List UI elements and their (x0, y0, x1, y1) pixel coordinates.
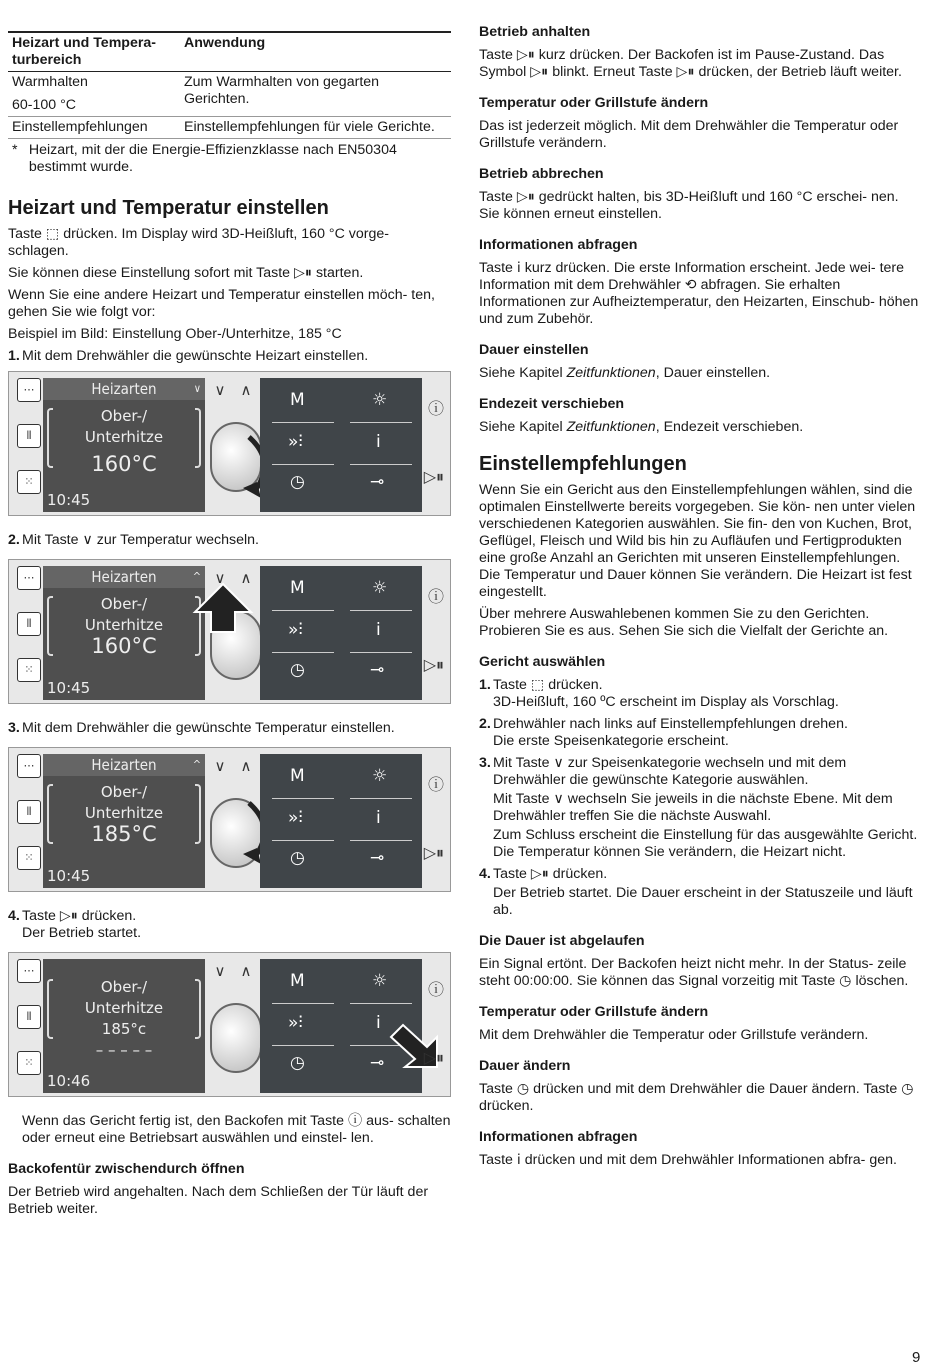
temperature: 160°C (91, 452, 157, 476)
mode-line: Unterhitze (84, 428, 164, 446)
step-text: Mit Taste ∨ zur Speisenkategorie wechseln und mit dem Drehwähler die gewünschte Kategorie auswählen. (493, 755, 847, 788)
sub-heading: Informationen abfragen (479, 237, 638, 253)
chevron-icon: ^ (192, 570, 201, 583)
sub-heading: Informationen abfragen (479, 1129, 638, 1145)
m-icon: M (290, 766, 305, 786)
key-icon: ⊸ (370, 472, 385, 492)
clock-icon: ◷ (290, 1053, 305, 1073)
heating-mode-table (8, 31, 451, 139)
pointer-arrow-icon (185, 582, 255, 634)
divider (350, 798, 412, 799)
utensils-icon: ⫴ (17, 1005, 41, 1029)
step-number: 4. (479, 866, 491, 882)
chevron-up-icon: ∧ (240, 758, 252, 775)
step-item (479, 866, 919, 883)
sub-heading: Betrieb anhalten (479, 24, 591, 40)
display-screen (43, 378, 205, 512)
paragraph: Der Betrieb wird angehalten. Nach dem Schließen der Tür läuft der Betrieb weiter. (8, 1184, 429, 1217)
divider (350, 840, 412, 841)
divider (350, 652, 412, 653)
fan-icon: »⫶ (288, 808, 303, 828)
start-pause-button-icon: ▷⏸ (423, 1048, 444, 1067)
step-item (479, 716, 919, 733)
divider (272, 610, 334, 611)
step-number: 2. (479, 716, 491, 732)
chevron-down-icon: ∨ (214, 382, 226, 399)
paragraph: Wenn das Gericht fertig ist, den Backofen mit Taste ⓘ aus- schalten oder erneut eine Betriebsart auswählen und einstel- len. (22, 1113, 451, 1146)
light-icon: ☼ (372, 971, 388, 991)
table-footnote (8, 142, 451, 176)
step-subtext: Die erste Speisenkategorie erscheint. (493, 733, 729, 749)
oven-display-illustration (8, 559, 451, 704)
paragraph: Taste ◷ drücken und mit dem Drehwähler die Dauer ändern. Taste ◷ drücken. (479, 1081, 914, 1114)
info-icon: ⅰ (376, 808, 381, 828)
mode-line: Ober-/ (100, 407, 148, 425)
divider (272, 840, 334, 841)
step-number: 2. (8, 532, 20, 548)
m-icon: M (290, 971, 305, 991)
paragraph: Taste ⅰ kurz drücken. Die erste Information erscheint. Jede wei- tere Information mit dem Drehwähler ⟲ abfragen. Sie erhalten Informationen zur Aufheiztemperatur, den Heizarten, Einschub- höhen und zum Zubehör. (479, 260, 919, 327)
step-item (8, 532, 451, 549)
mode-line: Ober-/ (100, 978, 148, 996)
step-subtext: Der Betrieb startet. Die Dauer erscheint in der Statuszeile und läuft ab. (493, 885, 913, 918)
step-text: Mit Taste ∨ zur Temperatur wechseln. (22, 532, 259, 548)
chevron-up-icon: ∧ (240, 963, 252, 980)
divider (272, 652, 334, 653)
key-icon: ⊸ (370, 848, 385, 868)
menu-button-icon: ⋯ (17, 378, 41, 402)
oven-display-illustration (8, 371, 451, 516)
fan-icon: »⫶ (288, 432, 303, 452)
chevron-down-icon: ∨ (214, 758, 226, 775)
step-subtext: 3D-Heißluft, 160 ºC erscheint im Display als Vorschlag. (493, 694, 839, 710)
paragraph: Taste ⬚ drücken. Im Display wird 3D-Heißluft, 160 °C vorge- schlagen. (8, 226, 389, 259)
mode-line: Unterhitze (84, 999, 164, 1017)
section-heading: Heizart und Temperatur einstellen (8, 197, 329, 219)
fan-icon: »⫶ (288, 1013, 303, 1033)
info-icon: ⅰ (376, 432, 381, 452)
step-item (8, 348, 451, 365)
step-item (479, 755, 919, 789)
rotary-knob (210, 1003, 262, 1073)
divider (350, 464, 412, 465)
temperature: 160°C (91, 634, 157, 658)
duration-dashes: – – – – – (95, 1041, 153, 1059)
paragraph (479, 419, 919, 436)
bracket-right (195, 784, 201, 844)
divider (272, 1003, 334, 1004)
step-text: Taste ⬚ drücken. (493, 677, 603, 693)
screen-title (43, 566, 205, 588)
menu-button-icon: ⋯ (17, 959, 41, 983)
chapter-ref: Zeitfunktionen (566, 419, 656, 435)
start-pause-button-icon: ▷⏸ (423, 655, 444, 674)
sub-heading: Dauer einstellen (479, 342, 589, 358)
display-screen (43, 566, 205, 700)
oven-display-illustration (8, 747, 451, 892)
sub-heading: Temperatur oder Grillstufe ändern (479, 95, 709, 111)
function-panel (260, 566, 422, 700)
oven-display-illustration (8, 952, 451, 1097)
table-cell: Zum Warmhalten von gegarten Gerichten. (180, 72, 451, 117)
section-heading: Einstellempfehlungen (479, 453, 687, 475)
bracket-right (195, 408, 201, 468)
light-icon: ☼ (372, 766, 388, 786)
divider (272, 1045, 334, 1046)
clock-icon: ◷ (290, 660, 305, 680)
sub-heading: Die Dauer ist abgelaufen (479, 933, 645, 949)
paragraph: Beispiel im Bild: Einstellung Ober-/Unterhitze, 185 °C (8, 326, 342, 342)
display-screen (43, 959, 205, 1093)
bracket-right (195, 979, 201, 1039)
footnote-mark: * (12, 142, 18, 158)
temperature: 185°C (91, 822, 157, 846)
footnote-text: Heizart, mit der die Energie-Effizienzklasse nach EN50304 bestimmt wurde. (28, 142, 397, 175)
chevron-up-icon: ∧ (240, 570, 252, 587)
paragraph: Ein Signal ertönt. Der Backofen heizt nicht mehr. In der Status- zeile steht 00:00:00. Sie können das Signal vorzeitig mit Taste ◷ löschen. (479, 956, 909, 989)
table-row (8, 117, 451, 139)
screen-title (43, 378, 205, 400)
step-number: 3. (8, 720, 20, 736)
clock-time: 10:45 (47, 491, 91, 509)
temperature: 185°c (101, 1020, 147, 1038)
table-cell: Einstellempfehlungen (8, 117, 180, 139)
fan-icon: »⫶ (288, 620, 303, 640)
step-text: Drehwähler nach links auf Einstellempfehlungen drehen. (493, 716, 848, 732)
info-icon: ⅰ (376, 1013, 381, 1033)
display-screen (43, 754, 205, 888)
paragraph: Mit dem Drehwähler die Temperatur oder Grillstufe verändern. (479, 1027, 869, 1043)
paragraph: Über mehrere Auswahlebenen kommen Sie zu den Gerichten. Probieren Sie es aus. Sehen Sie sich die Vielfalt der Gerichte an. (479, 606, 889, 639)
arrow-buttons (207, 758, 259, 775)
divider (350, 422, 412, 423)
table-cell-text: Warmhalten (12, 74, 88, 90)
paragraph: Sie können diese Einstellung sofort mit Taste ▷⏸ starten. (8, 265, 364, 281)
right-column (479, 24, 919, 1174)
sub-heading: Backofentür zwischendurch öffnen (8, 1161, 245, 1177)
mode-line: Ober-/ (100, 595, 148, 613)
utensils-icon: ⫴ (17, 424, 41, 448)
table-cell (8, 72, 180, 117)
clock-time: 10:46 (47, 1072, 91, 1090)
step-subtext: Der Betrieb startet. (22, 925, 142, 941)
step-text: Taste ▷⏸ drücken. (493, 866, 608, 882)
power-button-icon: ⓘ (427, 587, 444, 606)
paragraph: Das ist jederzeit möglich. Mit dem Drehwähler die Temperatur oder Grillstufe verändern. (479, 118, 899, 151)
clock-time: 10:45 (47, 679, 91, 697)
step-number: 4. (8, 908, 20, 924)
step-item (8, 908, 451, 925)
divider (272, 798, 334, 799)
grid-icon: ⁙ (17, 658, 41, 682)
power-button-icon: ⓘ (427, 775, 444, 794)
chevron-down-icon: ∨ (214, 963, 226, 980)
function-panel (260, 378, 422, 512)
bracket-left (47, 596, 53, 656)
bracket-left (47, 408, 53, 468)
divider (350, 1003, 412, 1004)
text: Siehe Kapitel (479, 419, 567, 435)
chevron-icon: ^ (192, 758, 201, 771)
left-column (8, 0, 451, 1223)
sub-heading: Gericht auswählen (479, 654, 606, 670)
text: , Dauer einstellen. (655, 365, 771, 381)
step-subtext: Mit Taste ∨ wechseln Sie jeweils in die nächste Ebene. Mit dem Drehwähler treffen Sie die nächste Auswahl. (493, 791, 893, 824)
step-subtext: Zum Schluss erscheint die Einstellung für das ausgewählte Gericht. Die Temperatur können Sie verändern, die Heizart nicht. (493, 827, 918, 860)
divider (272, 464, 334, 465)
clock-icon: ◷ (290, 848, 305, 868)
screen-title-text: Heizarten (91, 568, 157, 586)
table-cell-text: 60-100 °C (12, 97, 77, 113)
mode-line: Unterhitze (84, 616, 164, 634)
text: Siehe Kapitel (479, 365, 567, 381)
mode-line: Ober-/ (100, 783, 148, 801)
clock-icon: ◷ (290, 472, 305, 492)
grid-icon: ⁙ (17, 1051, 41, 1075)
text: , Endezeit verschieben. (655, 419, 804, 435)
arrow-buttons (207, 382, 259, 399)
m-icon: M (290, 390, 305, 410)
mode-line: Unterhitze (84, 804, 164, 822)
chevron-down-icon: ∨ (214, 570, 226, 587)
page-number: 9 (912, 1349, 921, 1366)
table-header-row (8, 32, 451, 72)
arrow-buttons (207, 963, 259, 980)
paragraph: Taste ⅰ drücken und mit dem Drehwähler Informationen abfra- gen. (479, 1152, 897, 1168)
sub-heading: Betrieb abbrechen (479, 166, 604, 182)
step-item (479, 677, 919, 694)
clock-time: 10:45 (47, 867, 91, 885)
function-panel (260, 754, 422, 888)
utensils-icon: ⫴ (17, 612, 41, 636)
step-text: Mit dem Drehwähler die gewünschte Heizart einstellen. (22, 348, 369, 364)
start-pause-button-icon: ▷⏸ (423, 467, 444, 486)
step-item (8, 720, 451, 737)
sub-heading: Endezeit verschieben (479, 396, 625, 412)
chevron-up-icon: ∧ (240, 382, 252, 399)
divider (272, 422, 334, 423)
paragraph: Taste ▷⏸ gedrückt halten, bis 3D-Heißluft und 160 °C erschei- nen. Sie können erneut einstellen. (479, 189, 899, 222)
screen-title-text: Heizarten (91, 756, 157, 774)
table-header-cell: Heizart und Tempera- turbereich (8, 32, 180, 72)
step-number: 3. (479, 755, 491, 771)
table-cell: Einstellempfehlungen für viele Gerichte. (180, 117, 451, 139)
paragraph: Wenn Sie eine andere Heizart und Temperatur einstellen möch- ten, gehen Sie wie folgt vor: (8, 287, 435, 320)
menu-button-icon: ⋯ (17, 566, 41, 590)
sub-heading: Dauer ändern (479, 1058, 571, 1074)
screen-title (43, 754, 205, 776)
start-pause-button-icon: ▷⏸ (423, 843, 444, 862)
light-icon: ☼ (372, 578, 388, 598)
paragraph (479, 365, 919, 382)
step-number: 1. (8, 348, 20, 364)
key-icon: ⊸ (370, 660, 385, 680)
step-number: 1. (479, 677, 491, 693)
sub-heading: Temperatur oder Grillstufe ändern (479, 1004, 709, 1020)
paragraph: Taste ▷⏸ kurz drücken. Der Backofen ist im Pause-Zustand. Das Symbol ▷⏸ blinkt. Erneut Taste ▷⏸ drücken, der Betrieb läuft weiter. (479, 47, 902, 80)
utensils-icon: ⫴ (17, 800, 41, 824)
chevron-icon: ∨ (193, 382, 201, 395)
grid-icon: ⁙ (17, 470, 41, 494)
info-icon: ⅰ (376, 620, 381, 640)
bracket-left (47, 784, 53, 844)
power-button-icon: ⓘ (427, 980, 444, 999)
table-header-cell: Anwendung (180, 32, 451, 72)
grid-icon: ⁙ (17, 846, 41, 870)
bracket-left (47, 979, 53, 1039)
light-icon: ☼ (372, 390, 388, 410)
menu-button-icon: ⋯ (17, 754, 41, 778)
step-text: Mit dem Drehwähler die gewünschte Temperatur einstellen. (22, 720, 395, 736)
m-icon: M (290, 578, 305, 598)
step-text: Taste ▷⏸ drücken. (22, 908, 137, 924)
chapter-ref: Zeitfunktionen (566, 365, 656, 381)
screen-title-text: Heizarten (91, 380, 157, 398)
key-icon: ⊸ (370, 1053, 385, 1073)
paragraph: Wenn Sie ein Gericht aus den Einstellempfehlungen wählen, sind die optimalen Einstellwerte bereits vorgegeben. Sie kön- nen unter vielen verschiedenen Kategorien auswählen. Sie fin- den von Kuchen, Brot, Geflügel, Fleisch und Wild bis hin zu Aufläufen und Fertigprodukten eine große Anzahl an Gerichten mit unseren Einstellempfehlungen. Die Temperatur und Dauer können Sie verändern. Die Heizart ist fest eingestellt. (479, 482, 916, 600)
table-row (8, 72, 451, 117)
divider (350, 610, 412, 611)
power-button-icon: ⓘ (427, 399, 444, 418)
